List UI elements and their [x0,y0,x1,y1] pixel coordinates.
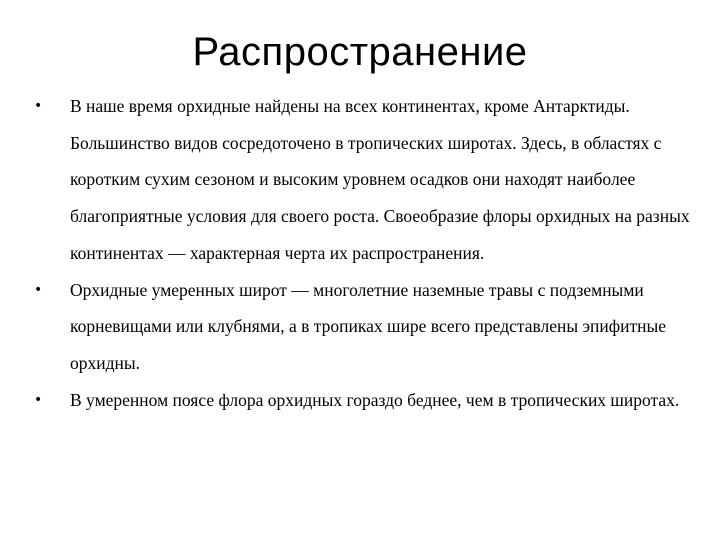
bullet-item [34,88,694,272]
bullet-item [34,382,694,419]
bullet-text: Орхидные умеренных широт — многолетние наземные травы с подземными корневищами или клубнями, а в тропиках шире всего представлены эпифитные орхидны. [70,279,667,373]
bullet-dot-icon: • [34,98,43,114]
bullet-text: В наше время орхидные найдены на всех континентах, кроме Антарктиды. Большинство видов сосредоточено в тропических широтах. Здесь, в областях с коротким сухим сезоном и высоким уровнем осадков они находят наиболее благоприятные условия для своего роста. Своеобразие флоры орхидных на разных континентах — характерная черта их распространения. [70,96,690,263]
bullet-dot-icon: • [34,281,43,298]
bullet-dot-icon: • [34,391,43,408]
bullet-text: В умеренном поясе флора орхидных гораздо беднее, чем в тропических широтах. [70,389,680,410]
bullet-list [34,88,694,418]
slide-title: Распространение [192,30,528,74]
bullet-item [34,272,694,382]
